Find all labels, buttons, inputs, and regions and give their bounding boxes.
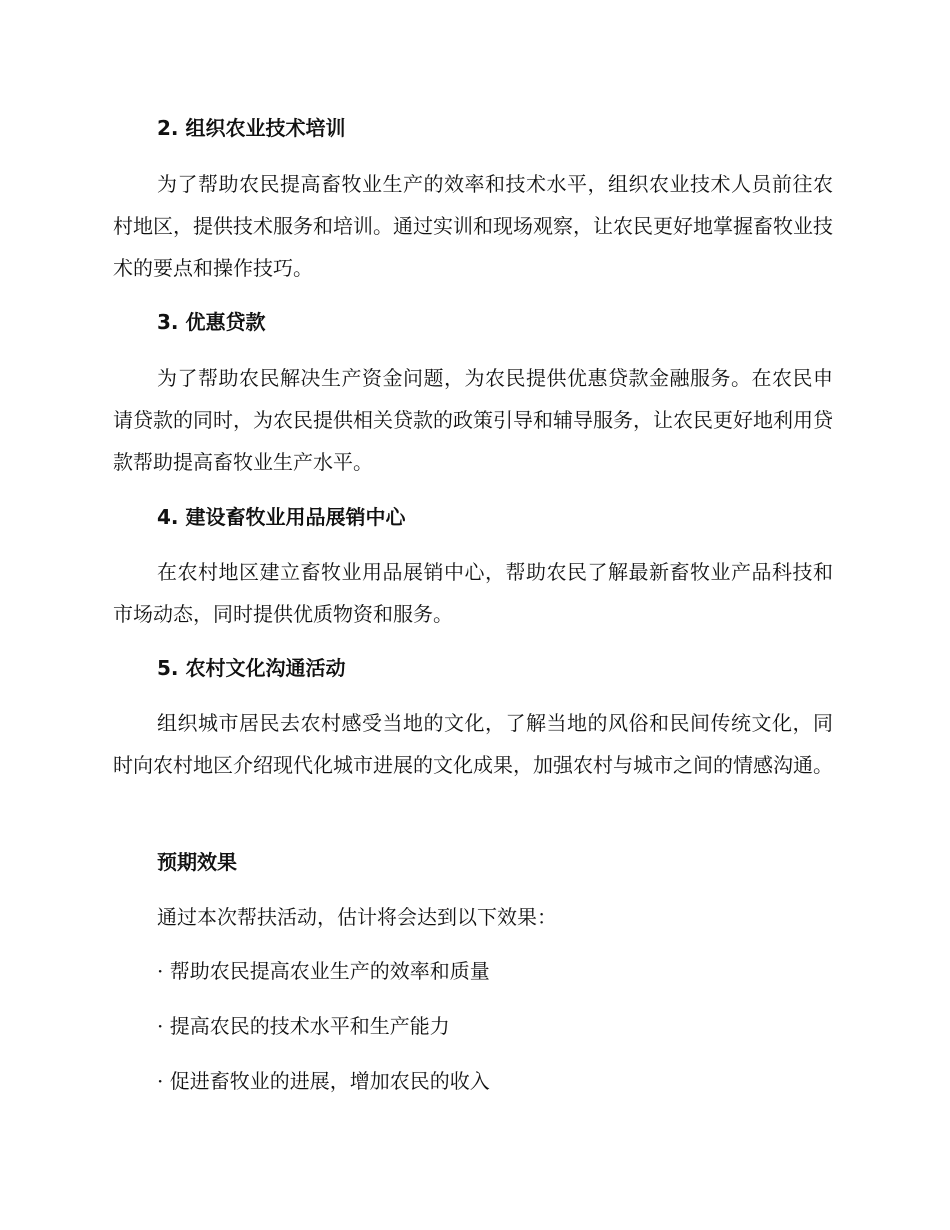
section-body-loans: 为了帮助农民解决生产资金问题，为农民提供优惠贷款金融服务。在农民申请贷款的同时，为农民提供相关贷款的政策引导和辅导服务，让农民更好地利用贷款帮助提高畜牧业生产水平。	[113, 366, 833, 474]
effects-bullet: · 提高农民的技术水平和生产能力	[157, 1014, 450, 1038]
section-body-training: 为了帮助农民提高畜牧业生产的效率和技术水平，组织农业技术人员前往农村地区，提供技术服务和培训。通过实训和现场观察，让农民更好地掌握畜牧业技术的要点和操作技巧。	[113, 172, 833, 280]
section-heading-training: 2. 组织农业技术培训	[157, 116, 346, 140]
effects-heading: 预期效果	[157, 850, 237, 874]
effects-intro: 通过本次帮扶活动，估计将会达到以下效果：	[157, 905, 557, 929]
effects-bullet: · 促进畜牧业的进展，增加农民的收入	[157, 1069, 490, 1093]
effects-bullet: · 帮助农民提高农业生产的效率和质量	[157, 959, 490, 983]
section-heading-culture: 5. 农村文化沟通活动	[157, 656, 346, 680]
section-body-sales-center: 在农村地区建立畜牧业用品展销中心，帮助农民了解最新畜牧业产品科技和市场动态，同时提供优质物资和服务。	[113, 560, 833, 626]
section-heading-loans: 3. 优惠贷款	[157, 310, 266, 334]
section-body-culture: 组织城市居民去农村感受当地的文化，了解当地的风俗和民间传统文化，同时向农村地区介绍现代化城市进展的文化成果，加强农村与城市之间的情感沟通。	[113, 711, 833, 777]
section-heading-sales-center: 4. 建设畜牧业用品展销中心	[157, 505, 406, 529]
